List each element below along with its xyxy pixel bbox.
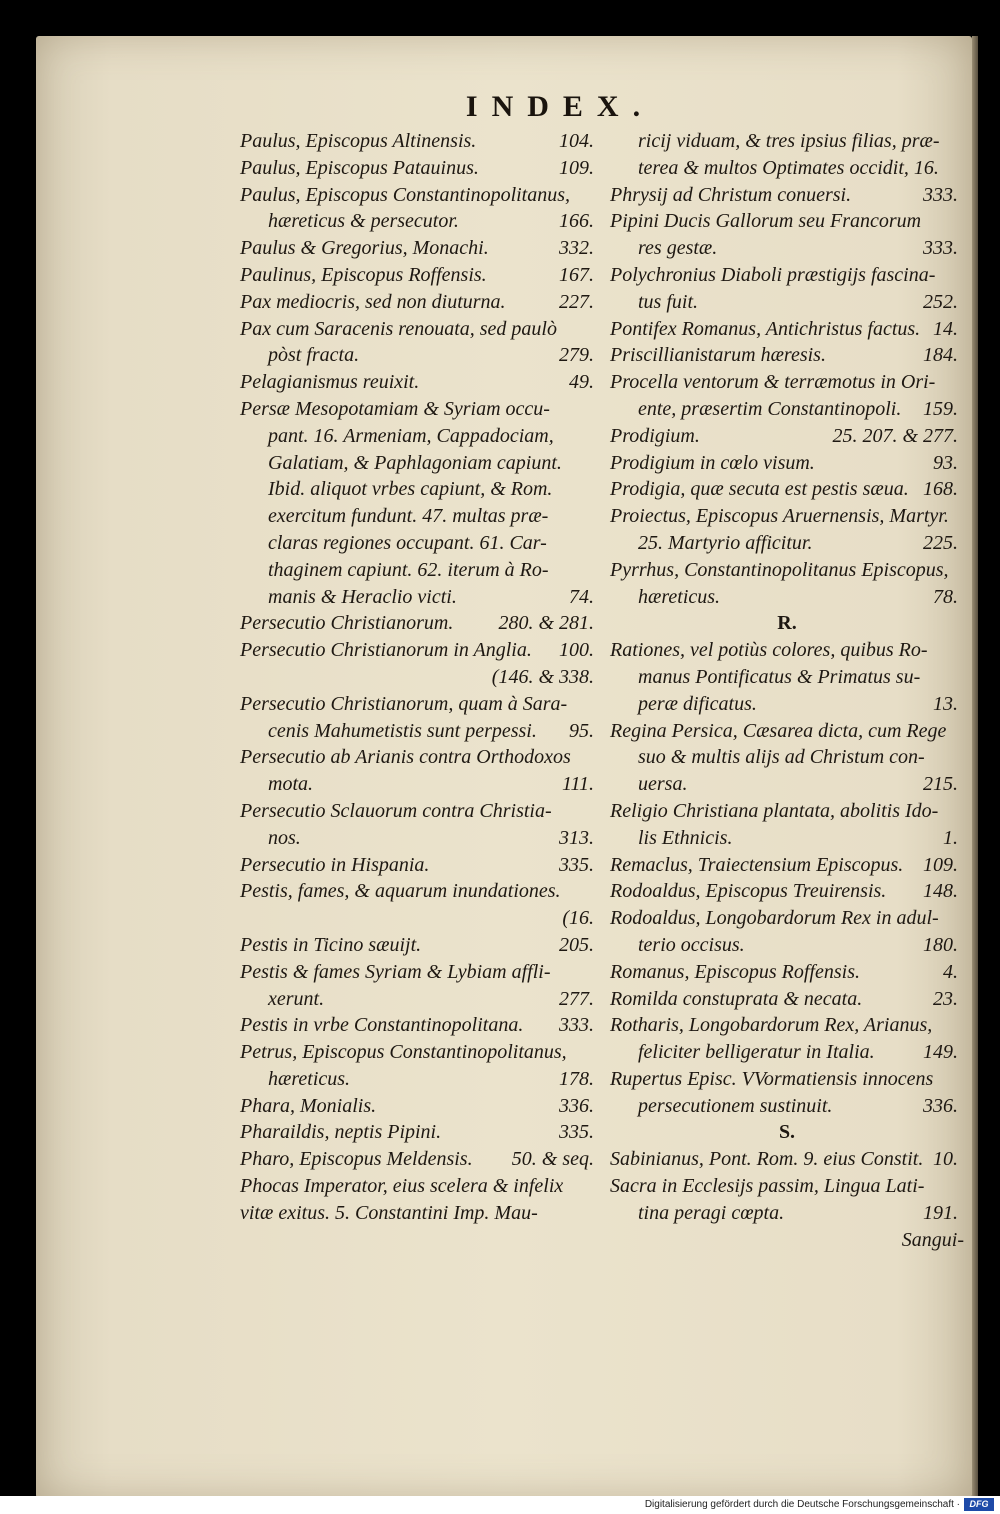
index-entry bbox=[240, 155, 600, 182]
entry-text: Pyrrhus, Constantinopolitanus Episcopus, bbox=[610, 558, 949, 581]
entry-text: terea & multos Optimates occidit, 16. bbox=[638, 156, 939, 179]
dfg-logo: DFG bbox=[964, 1498, 994, 1511]
entry-page-ref: 333. bbox=[923, 183, 958, 206]
entry-text: Pax mediocris, sed non diuturna. bbox=[240, 290, 506, 313]
entry-text: Romilda constuprata & necata. bbox=[610, 987, 863, 1010]
index-entry bbox=[240, 1146, 600, 1173]
index-entry bbox=[610, 423, 964, 450]
entry-page-ref: 332. bbox=[559, 237, 594, 260]
index-entry bbox=[610, 798, 964, 825]
entry-page-ref: 166. bbox=[559, 210, 594, 233]
entry-page-ref: 178. bbox=[559, 1067, 594, 1090]
index-entry bbox=[610, 289, 964, 316]
entry-text: thaginem capiunt. 62. iterum à Ro- bbox=[268, 558, 549, 581]
index-entry bbox=[610, 396, 964, 423]
entry-page-ref: 78. bbox=[933, 585, 958, 608]
entry-text: Phara, Monialis. bbox=[240, 1094, 377, 1117]
index-entry bbox=[610, 878, 964, 905]
index-entry bbox=[610, 530, 964, 557]
index-entry bbox=[240, 959, 600, 986]
index-entry bbox=[240, 128, 600, 155]
page-edge bbox=[972, 36, 978, 1498]
entry-text: Rupertus Episc. VVormatiensis innocens bbox=[610, 1067, 934, 1090]
index-entry bbox=[610, 1093, 964, 1120]
index-entry bbox=[610, 316, 964, 343]
entry-page-ref: 1. bbox=[943, 826, 958, 849]
index-entry bbox=[240, 1200, 600, 1227]
entry-text: Polychronius Diaboli præstigijs fascina- bbox=[610, 263, 936, 286]
index-entry bbox=[240, 637, 600, 664]
entry-text: Pipini Ducis Gallorum seu Francorum bbox=[610, 210, 922, 233]
entry-text: xerunt. bbox=[268, 987, 325, 1010]
entry-page-ref: 111. bbox=[561, 773, 594, 796]
entry-text: Rodoaldus, Longobardorum Rex in adul- bbox=[610, 907, 939, 930]
entry-text: mota. bbox=[268, 773, 313, 796]
entry-text: Persecutio in Hispania. bbox=[240, 853, 430, 876]
entry-page-ref: 280. & 281. bbox=[498, 612, 594, 635]
index-entry bbox=[240, 691, 600, 718]
entry-page-ref: 336. bbox=[559, 1094, 594, 1117]
section-letter bbox=[610, 1119, 964, 1146]
index-entry bbox=[610, 1173, 964, 1200]
entry-page-ref: 333. bbox=[923, 237, 958, 260]
entry-page-ref: 14. bbox=[933, 317, 958, 340]
index-entry bbox=[610, 235, 964, 262]
entry-text: Persecutio ab Arianis contra Orthodoxos bbox=[240, 746, 571, 769]
entry-text: Pharaildis, neptis Pipini. bbox=[240, 1121, 442, 1144]
entry-text: R. bbox=[777, 612, 797, 635]
entry-text: peræ dificatus. bbox=[638, 692, 757, 715]
index-entry bbox=[610, 503, 964, 530]
entry-text: Pestis & fames Syriam & Lybiam affli- bbox=[240, 960, 551, 983]
entry-page-ref: 333. bbox=[559, 1014, 594, 1037]
index-entry bbox=[610, 637, 964, 664]
entry-text: tus fuit. bbox=[638, 290, 699, 313]
index-entry bbox=[240, 316, 600, 343]
entry-text: tina peragi cœpta. bbox=[638, 1201, 785, 1224]
index-entry bbox=[240, 342, 600, 369]
entry-page-ref: 149. bbox=[923, 1041, 958, 1064]
entry-text: Paulinus, Episcopus Roffensis. bbox=[240, 263, 487, 286]
index-entry bbox=[610, 342, 964, 369]
entry-text: Pax cum Saracenis renouata, sed paulò bbox=[240, 317, 557, 340]
index-entry bbox=[610, 208, 964, 235]
entry-text: uersa. bbox=[638, 773, 688, 796]
index-entry bbox=[610, 1039, 964, 1066]
index-column-left bbox=[240, 128, 600, 1227]
entry-page-ref: 277. bbox=[559, 987, 594, 1010]
index-entry bbox=[610, 691, 964, 718]
section-letter bbox=[610, 610, 964, 637]
entry-page-ref: 109. bbox=[923, 853, 958, 876]
entry-page-ref: 109. bbox=[559, 156, 594, 179]
entry-text: Galatiam, & Paphlagoniam capiunt. bbox=[268, 451, 562, 474]
entry-text: Pelagianismus reuixit. bbox=[240, 371, 420, 394]
index-entry bbox=[240, 1093, 600, 1120]
entry-page-ref: 252. bbox=[923, 290, 958, 313]
index-entry bbox=[240, 771, 600, 798]
entry-text: nos. bbox=[268, 826, 301, 849]
entry-text: Phocas Imperator, eius scelera & infelix bbox=[240, 1175, 564, 1198]
index-entry bbox=[240, 1173, 600, 1200]
entry-page-ref: 93. bbox=[933, 451, 958, 474]
entry-page-ref: 336. bbox=[923, 1094, 958, 1117]
index-entry bbox=[240, 905, 600, 932]
index-entry bbox=[610, 557, 964, 584]
index-entry bbox=[240, 718, 600, 745]
entry-text: Paulus, Episcopus Altinensis. bbox=[240, 130, 477, 152]
entry-page-ref: 104. bbox=[559, 130, 594, 152]
entry-page-ref: 215. bbox=[923, 773, 958, 796]
index-entry bbox=[240, 932, 600, 959]
index-entry bbox=[610, 182, 964, 209]
index-entry bbox=[610, 825, 964, 852]
entry-text: manus Pontificatus & Primatus su- bbox=[638, 665, 921, 688]
entry-page-ref: 227. bbox=[559, 290, 594, 313]
entry-page-ref: 180. bbox=[923, 933, 958, 956]
index-entry bbox=[240, 396, 600, 423]
entry-page-ref: (16. bbox=[562, 907, 594, 930]
entry-text: Prodigium. bbox=[610, 424, 700, 447]
index-entry bbox=[610, 128, 964, 155]
entry-text: hæreticus & persecutor. bbox=[268, 210, 459, 233]
index-entry bbox=[610, 771, 964, 798]
index-entry bbox=[610, 476, 964, 503]
entry-text: Pharo, Episcopus Meldensis. bbox=[240, 1148, 473, 1171]
index-entry bbox=[240, 744, 600, 771]
index-entry bbox=[240, 1039, 600, 1066]
entry-page-ref: 159. bbox=[923, 397, 958, 420]
entry-text: Remaclus, Traiectensium Episcopus. bbox=[610, 853, 904, 876]
entry-text: ente, præsertim Constantinopoli. bbox=[638, 397, 902, 420]
index-entry bbox=[610, 1012, 964, 1039]
entry-page-ref: 50. & seq. bbox=[511, 1148, 594, 1171]
index-entry bbox=[610, 1066, 964, 1093]
entry-text: Proiectus, Episcopus Aruernensis, Martyr. bbox=[610, 505, 949, 528]
entry-text: Priscillianistarum hæresis. bbox=[610, 344, 826, 367]
entry-text: hæreticus. bbox=[638, 585, 721, 608]
index-entry bbox=[240, 423, 600, 450]
entry-page-ref: 95. bbox=[569, 719, 594, 742]
entry-text: Petrus, Episcopus Constantinopolitanus, bbox=[240, 1041, 567, 1064]
entry-page-ref: 148. bbox=[923, 880, 958, 903]
entry-page-ref: 13. bbox=[933, 692, 958, 715]
entry-text: Persecutio Sclauorum contra Christia- bbox=[240, 799, 552, 822]
entry-text: Prodigium in cœlo visum. bbox=[610, 451, 815, 474]
entry-page-ref: 100. bbox=[559, 639, 594, 662]
entry-text: Romanus, Episcopus Roffensis. bbox=[610, 960, 860, 983]
entry-text: Persecutio Christianorum in Anglia. bbox=[240, 639, 532, 662]
entry-text: manis & Heraclio victi. bbox=[268, 585, 457, 608]
index-entry bbox=[240, 503, 600, 530]
entry-text: Prodigia, quæ secuta est pestis sæua. bbox=[610, 478, 909, 501]
entry-text: Pontifex Romanus, Antichristus factus. bbox=[610, 317, 921, 340]
entry-text: Paulus, Episcopus Patauinus. bbox=[240, 156, 479, 179]
entry-page-ref: 23. bbox=[933, 987, 958, 1010]
entry-text: pant. 16. Armeniam, Cappadociam, bbox=[268, 424, 554, 447]
footer-text: Digitalisierung gefördert durch die Deutsche Forschungsgemeinschaft · bbox=[644, 1499, 960, 1510]
entry-text: Paulus & Gregorius, Monachi. bbox=[240, 237, 489, 260]
entry-text: Persæ Mesopotamiam & Syriam occu- bbox=[240, 397, 550, 420]
entry-page-ref: 10. bbox=[933, 1148, 958, 1171]
entry-text: Sacra in Ecclesijs passim, Lingua Lati- bbox=[610, 1175, 925, 1198]
entry-page-ref: 184. bbox=[923, 344, 958, 367]
index-entry bbox=[240, 878, 600, 905]
entry-text: hæreticus. bbox=[268, 1067, 351, 1090]
footer-bar bbox=[0, 1496, 1000, 1514]
entry-page-ref: 168. bbox=[923, 478, 958, 501]
entry-text: S. bbox=[778, 1121, 796, 1144]
index-entry bbox=[610, 262, 964, 289]
index-entry bbox=[610, 369, 964, 396]
entry-text: 25. Martyrio afficitur. bbox=[638, 531, 813, 554]
index-entry bbox=[240, 476, 600, 503]
entry-page-ref: 279. bbox=[559, 344, 594, 367]
entry-text: exercitum fundunt. 47. multas præ- bbox=[268, 505, 549, 528]
entry-text: Sabinianus, Pont. Rom. 9. eius Constit. bbox=[610, 1148, 924, 1171]
index-entry bbox=[240, 798, 600, 825]
entry-text: Ibid. aliquot vrbes capiunt, & Rom. bbox=[268, 478, 553, 501]
index-entry bbox=[610, 664, 964, 691]
entry-page-ref: 4. bbox=[943, 960, 958, 983]
index-entry bbox=[240, 289, 600, 316]
index-column-right bbox=[610, 128, 964, 1253]
entry-text: Rationes, vel potiùs colores, quibus Ro- bbox=[610, 639, 928, 662]
index-entry bbox=[610, 852, 964, 879]
entry-text: Regina Persica, Cæsarea dicta, cum Rege bbox=[610, 719, 947, 742]
index-entry bbox=[240, 530, 600, 557]
entry-text: Procella ventorum & terræmotus in Ori- bbox=[610, 371, 936, 394]
entry-page-ref: (146. & 338. bbox=[491, 665, 594, 688]
entry-page-ref: 335. bbox=[559, 853, 594, 876]
page-header: INDEX. bbox=[465, 90, 655, 123]
entry-text: Pestis in Ticino sæuijt. bbox=[240, 933, 422, 956]
index-entry bbox=[240, 825, 600, 852]
index-entry bbox=[610, 1200, 964, 1227]
index-entry bbox=[240, 182, 600, 209]
entry-page-ref: 191. bbox=[923, 1201, 958, 1224]
index-entry bbox=[610, 1146, 964, 1173]
entry-text: Pestis, fames, & aquarum inundationes. bbox=[240, 880, 561, 903]
index-entry bbox=[610, 959, 964, 986]
entry-text: Paulus, Episcopus Constantinopolitanus, bbox=[240, 183, 571, 206]
entry-page-ref: 25. 207. & 277. bbox=[832, 424, 958, 447]
entry-text: Pestis in vrbe Constantinopolitana. bbox=[240, 1014, 524, 1037]
index-entry bbox=[240, 1012, 600, 1039]
index-entry bbox=[610, 744, 964, 771]
index-entry bbox=[240, 584, 600, 611]
index-entry bbox=[240, 610, 600, 637]
entry-page-ref: 205. bbox=[559, 933, 594, 956]
index-entry bbox=[610, 584, 964, 611]
entry-text: suo & multis alijs ad Christum con- bbox=[638, 746, 925, 769]
entry-text: ricij viduam, & tres ipsius filias, præ- bbox=[638, 130, 940, 152]
index-entry bbox=[240, 369, 600, 396]
index-entry bbox=[240, 1119, 600, 1146]
index-entry bbox=[240, 664, 600, 691]
catchword bbox=[610, 1227, 964, 1254]
entry-text: feliciter belligeratur in Italia. bbox=[638, 1041, 875, 1064]
index-entry bbox=[610, 905, 964, 932]
entry-text: Rotharis, Longobardorum Rex, Arianus, bbox=[610, 1014, 933, 1037]
index-entry bbox=[610, 450, 964, 477]
entry-page-ref: 74. bbox=[569, 585, 594, 608]
entry-text: Religio Christiana plantata, abolitis Ido- bbox=[610, 799, 939, 822]
index-entry bbox=[240, 986, 600, 1013]
entry-text: claras regiones occupant. 61. Car- bbox=[268, 531, 547, 554]
entry-text: Persecutio Christianorum. bbox=[240, 612, 454, 635]
index-entry bbox=[240, 262, 600, 289]
index-entry bbox=[240, 852, 600, 879]
index-entry bbox=[610, 718, 964, 745]
catchword-text: Sangui- bbox=[901, 1228, 964, 1251]
index-entry bbox=[240, 1066, 600, 1093]
entry-text: lis Ethnicis. bbox=[638, 826, 733, 849]
index-entry bbox=[240, 208, 600, 235]
index-entry bbox=[240, 450, 600, 477]
entry-text: Persecutio Christianorum, quam à Sara- bbox=[240, 692, 568, 715]
entry-text: cenis Mahumetistis sunt perpessi. bbox=[268, 719, 537, 742]
entry-text: Rodoaldus, Episcopus Treuirensis. bbox=[610, 880, 887, 903]
entry-page-ref: 335. bbox=[559, 1121, 594, 1144]
entry-page-ref: 49. bbox=[569, 371, 594, 394]
index-entry bbox=[240, 557, 600, 584]
entry-page-ref: 225. bbox=[923, 531, 958, 554]
entry-text: pòst fracta. bbox=[268, 344, 360, 367]
index-entry bbox=[240, 235, 600, 262]
index-entry bbox=[610, 155, 964, 182]
entry-text: persecutionem sustinuit. bbox=[638, 1094, 833, 1117]
index-entry bbox=[610, 932, 964, 959]
index-entry bbox=[610, 986, 964, 1013]
entry-page-ref: 313. bbox=[559, 826, 594, 849]
entry-text: vitæ exitus. 5. Constantini Imp. Mau- bbox=[240, 1201, 538, 1224]
entry-page-ref: 167. bbox=[559, 263, 594, 286]
entry-text: res gestæ. bbox=[638, 237, 718, 260]
entry-text: terio occisus. bbox=[638, 933, 745, 956]
entry-text: Phrysij ad Christum conuersi. bbox=[610, 183, 852, 206]
